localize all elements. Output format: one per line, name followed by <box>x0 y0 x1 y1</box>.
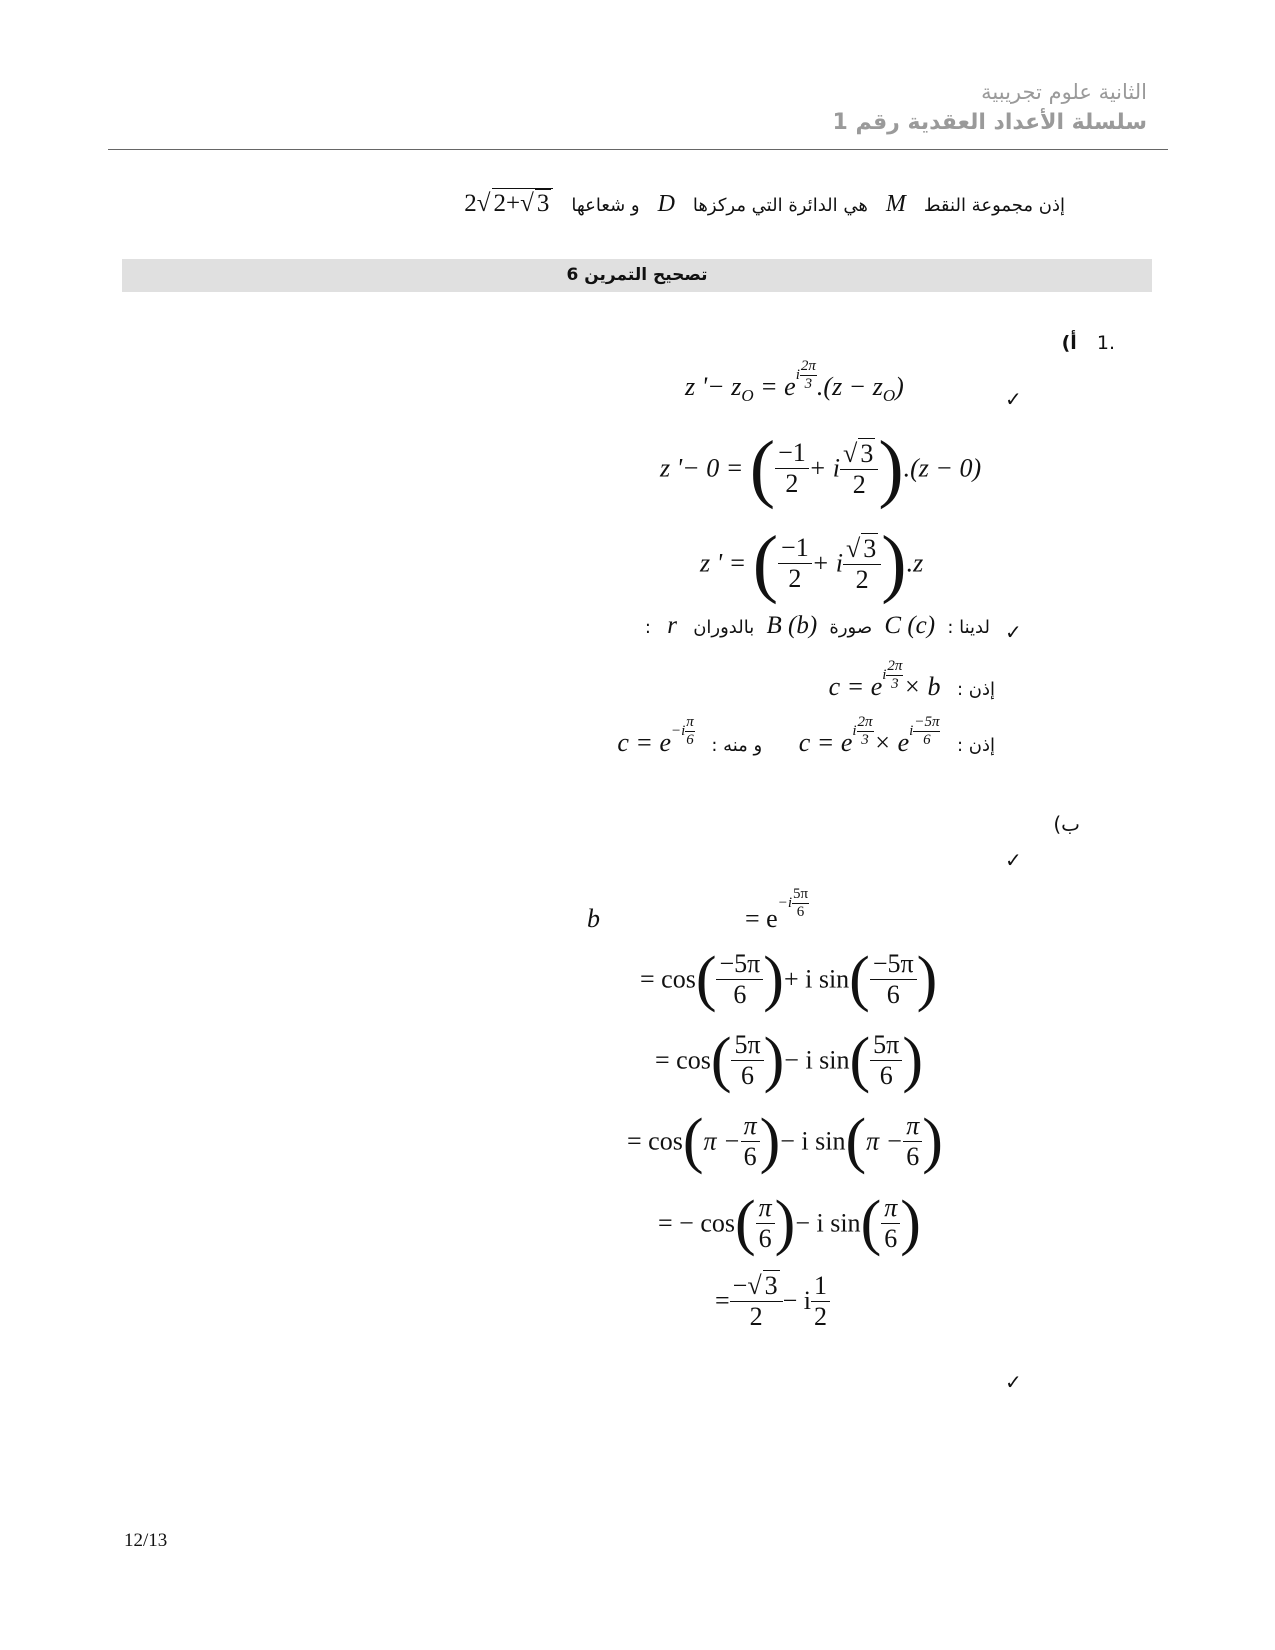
rotation-c: C (c) <box>884 612 936 639</box>
eq3-num1: −1 <box>778 533 812 564</box>
rotation-colon: : <box>644 617 651 638</box>
row4-b-num: π <box>903 1111 922 1142</box>
then2-and-label: و منه : <box>711 735 763 756</box>
row5-b-num: π <box>881 1193 900 1224</box>
b-row-5 <box>658 1188 921 1259</box>
eq3-num2: √ 3 <box>843 533 881 565</box>
radius-sqrt: 2+√ 3 <box>492 188 554 218</box>
row2-paren-a-close: ) <box>763 945 784 1013</box>
row6-frac-b <box>811 1271 830 1332</box>
checkmark-1: ✓ <box>1005 387 1022 411</box>
eq2-frac2 <box>840 438 878 500</box>
eq3-rest: .z <box>906 548 924 578</box>
row1-exp <box>778 886 809 921</box>
rotation-b-var: b <box>796 612 809 639</box>
row2-mid: + i sin <box>783 964 850 994</box>
row6-b-den: 2 <box>814 1301 828 1331</box>
intro-radius: 2√ 2+√ 3 <box>464 188 553 218</box>
row3-paren-b-close: ) <box>902 1026 923 1094</box>
then2-exp1 <box>852 714 873 749</box>
rotation-c-var: c <box>915 612 927 639</box>
eq3-plus-i: + i <box>811 548 843 578</box>
row5-a-den: 6 <box>758 1224 772 1253</box>
row3-a-den: 6 <box>741 1061 755 1090</box>
page-number: 12/13 <box>124 1530 168 1551</box>
row4-paren-b-close: ) <box>922 1107 943 1175</box>
part1-letter: أ) <box>1061 332 1077 354</box>
rotation-label: لدينا : <box>947 617 990 638</box>
radius-coef: 2 <box>464 190 477 217</box>
row4-a-pi: π − <box>703 1126 741 1156</box>
then2-mid: × e <box>873 728 910 757</box>
then1-exp-i: i <box>882 667 887 683</box>
radius-inner: 2+ <box>493 190 521 217</box>
then1-exp-frac <box>886 658 903 693</box>
rotation-B-var: B <box>766 612 782 639</box>
row5-paren-a-close: ) <box>774 1189 796 1257</box>
row2-paren-a-open: ( <box>695 945 717 1013</box>
row5-a-num: π <box>756 1193 775 1224</box>
row4-a-num: π <box>741 1111 760 1142</box>
row2-frac-a <box>716 949 763 1010</box>
row4-frac-a <box>741 1111 760 1172</box>
eq1-rest: .(z − z <box>816 372 883 401</box>
b-row-4 <box>627 1106 943 1177</box>
eq3-frac1 <box>778 533 812 594</box>
row4-paren-a-close: ) <box>759 1107 781 1175</box>
eq3-lhs: z ' = <box>700 548 747 578</box>
intro-text-b: هي الدائرة التي مركزها <box>692 195 868 216</box>
b-row-3 <box>655 1025 923 1096</box>
rotation-statement <box>645 612 990 640</box>
eq2-close-paren: ) <box>878 426 904 510</box>
then1-exp-num: 2π <box>887 658 903 675</box>
then2-exp3-num: π <box>686 714 694 731</box>
row6-a-den: 2 <box>749 1302 763 1331</box>
eq2-num2: √ 3 <box>840 438 878 470</box>
then2-result-text: c = e <box>617 728 671 757</box>
row5-paren-b-open: ( <box>860 1189 882 1257</box>
radius-root: 3 <box>536 190 550 217</box>
eq2-den1: 2 <box>785 469 799 498</box>
row4-paren-b-open: ( <box>845 1107 867 1175</box>
then2-exp3 <box>671 714 695 749</box>
intro-var-m: M <box>885 191 906 217</box>
row6-mid: − i <box>782 1286 812 1315</box>
then1-label: إذن : <box>956 679 995 700</box>
row1-exp-i: −i <box>777 895 792 911</box>
equation-rotation-result <box>700 520 923 607</box>
row3-pre: = cos <box>655 1045 711 1075</box>
then2-exp3-den: 6 <box>686 732 694 749</box>
intro-text-a: إذن مجموعة النقط <box>923 195 1065 216</box>
header-title: سلسلة الأعداد العقدية رقم 1 <box>832 110 1147 135</box>
row6-frac-a <box>730 1270 783 1332</box>
checkmark-2: ✓ <box>1005 620 1022 644</box>
row2-b-num: −5π <box>870 949 917 980</box>
row4-mid: − i sin <box>780 1126 846 1156</box>
checkmark-3: ✓ <box>1005 848 1022 872</box>
then2-exp1-i: i <box>852 723 857 739</box>
row1-exp-num: 5π <box>793 886 809 903</box>
then2-result <box>617 714 694 757</box>
eq2-num1: −1 <box>775 438 809 469</box>
equation-rotation-values <box>660 425 981 512</box>
row6-a-num: −√ 3 <box>730 1270 783 1302</box>
part1-number: .1 <box>1096 332 1115 354</box>
row5-paren-a-open: ( <box>734 1189 756 1257</box>
eq2-root: 3 <box>860 438 874 468</box>
row4-b-den: 6 <box>906 1142 920 1171</box>
then2-exp1-num: 2π <box>857 714 873 731</box>
row6-a-root: 3 <box>764 1271 778 1300</box>
row3-paren-a-open: ( <box>710 1026 732 1094</box>
then2-exp3-frac <box>685 714 695 749</box>
eq1-exp-den: 3 <box>804 376 813 393</box>
eq2-lhs: z '− 0 = <box>660 453 744 483</box>
rotation-C-var: C <box>884 612 902 639</box>
then2-exp3-i: −i <box>671 723 686 739</box>
row2-paren-b-open: ( <box>849 945 870 1013</box>
row5-pre: = − cos <box>658 1208 735 1238</box>
row4-frac-b <box>903 1111 922 1172</box>
eq1-lhs: z '− z <box>685 372 742 401</box>
intro-line <box>464 188 1065 218</box>
row6-b-num: 1 <box>811 1271 830 1302</box>
row4-paren-a-open: ( <box>682 1107 704 1175</box>
eq1-rest-sub: O <box>882 386 896 406</box>
then1-tail: × b <box>903 672 941 701</box>
eq3-root: 3 <box>863 533 877 563</box>
row4-pre: = cos <box>627 1126 683 1156</box>
then2-expr-text: c = e <box>798 728 853 757</box>
eq3-den2: 2 <box>855 564 869 594</box>
rotation-b: B (b) <box>766 612 818 639</box>
row3-a-num: 5π <box>731 1030 763 1061</box>
then1-exp <box>882 658 903 693</box>
row5-b-den: 6 <box>884 1224 898 1253</box>
section-title: تصحيح التمرين 6 <box>566 265 708 285</box>
row3-paren-a-close: ) <box>763 1026 785 1094</box>
then2-exp2-frac <box>913 714 940 749</box>
part2-label: ب) <box>1053 812 1080 836</box>
row1-exp-frac <box>792 886 809 921</box>
b-row-2 <box>640 944 937 1015</box>
row5-mid: − i sin <box>795 1208 861 1238</box>
row3-b-den: 6 <box>879 1061 893 1090</box>
intro-var-d: D <box>657 191 675 217</box>
row1-text: = e <box>745 904 778 933</box>
row6-a-minus: − <box>732 1271 748 1300</box>
eq1-exponent <box>796 358 817 393</box>
eq1-exp-num: 2π <box>800 358 816 375</box>
part1-label <box>1062 332 1115 354</box>
eq3-open-paren: ( <box>752 521 779 605</box>
row2-paren-b-close: ) <box>916 945 938 1013</box>
then2-exp1-den: 3 <box>861 732 869 749</box>
row5-paren-b-close: ) <box>900 1189 921 1257</box>
eq3-frac2 <box>843 533 881 595</box>
eq1-close: ) <box>895 372 904 401</box>
header-divider <box>108 149 1168 150</box>
row4-b-pi: π − <box>866 1126 904 1156</box>
then2-label: إذن : <box>956 735 995 756</box>
rotation-mid: صورة <box>829 617 873 638</box>
then1-exp-den: 3 <box>891 676 899 693</box>
then2-exp2 <box>909 714 940 749</box>
row5-frac-a <box>756 1193 775 1254</box>
eq1-sub: O <box>741 386 754 406</box>
then2-exp2-i: i <box>909 723 914 739</box>
eq1-eq: = e <box>753 372 796 401</box>
row2-frac-b <box>870 949 917 1010</box>
eq2-frac1 <box>775 438 809 499</box>
row3-paren-b-open: ( <box>849 1026 871 1094</box>
eq2-den2: 2 <box>852 469 866 499</box>
eq1-exp-frac <box>800 358 817 393</box>
checkmark-4: ✓ <box>1005 1370 1022 1394</box>
rotation-text: بالدوران <box>693 617 755 638</box>
row4-a-den: 6 <box>743 1142 757 1171</box>
then2-exp2-num: −5π <box>914 714 940 731</box>
row1-exp-den: 6 <box>796 904 805 921</box>
row2-a-num: −5π <box>716 949 763 980</box>
b-row-6 <box>715 1270 830 1332</box>
then2-exp2-den: 6 <box>923 732 931 749</box>
row2-a-den: 6 <box>733 980 747 1009</box>
header-subtitle: الثانية علوم تجريبية <box>981 80 1147 104</box>
row3-b-num: 5π <box>870 1030 902 1061</box>
intro-text-c: و شعاعها <box>571 195 640 216</box>
eq2-plus-i: + i <box>808 453 841 483</box>
row2-pre: = cos <box>640 964 696 994</box>
row5-frac-b <box>881 1193 900 1254</box>
then1-expr-text: c = e <box>828 672 883 701</box>
rotation-r: r <box>667 612 677 639</box>
eq2-open-paren: ( <box>749 426 776 510</box>
eq1-exp-i: i <box>795 367 800 383</box>
eq3-close-paren: ) <box>881 521 907 605</box>
eq2-rest: .(z − 0) <box>903 453 982 483</box>
section-banner <box>122 259 1152 292</box>
then2-exp1-frac <box>857 714 874 749</box>
row3-frac-a <box>731 1030 763 1091</box>
row2-b-den: 6 <box>886 980 900 1009</box>
row6-pre: = <box>715 1286 730 1315</box>
eq3-den1: 2 <box>788 564 802 593</box>
row3-mid: − i sin <box>784 1045 850 1075</box>
b-variable: b <box>587 904 600 933</box>
row3-frac-b <box>870 1030 902 1091</box>
